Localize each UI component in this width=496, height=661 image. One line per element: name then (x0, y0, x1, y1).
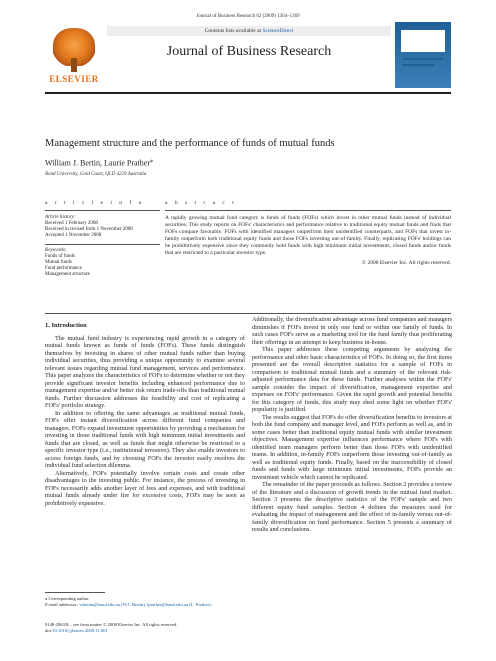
corresponding-author-mark[interactable]: ⁎ (149, 157, 154, 164)
masthead (45, 22, 451, 88)
doi-prefix: doi: (45, 627, 53, 633)
abstract-heading: a b s t r a c t (165, 200, 237, 206)
abstract-copyright: © 2008 Elsevier Inc. All rights reserved. (361, 259, 451, 266)
abstract (165, 200, 451, 266)
journal-cover-thumbnail[interactable] (395, 22, 451, 88)
paragraph: Alternatively, FOFs potentially involve certain costs and create other disadvantages to the investing public. For instance, the process of investing in FOFs necessarily adds another layer of fees and expenses, and with traditional mutual funds already under fire for excessive costs, FOFs may be seen as prohibitively expensive. (45, 469, 245, 507)
sciencedirect-link[interactable]: ScienceDirect (262, 28, 294, 34)
doi-link[interactable]: 10.1016/j.jbusres.2008.11.001 (52, 627, 108, 633)
journal-banner (107, 22, 391, 88)
paragraph: Additionally, the diversification advantage across fund companies and managers diminishes if FOFs invest in only one fund or within one family of funds. In such cases FOFs serve as a marketing tool for the fund family thus proliferating their offerings in an attempt to keep business in-house. (252, 316, 452, 346)
divider (165, 210, 451, 211)
paragraph: The mutual fund industry is experiencing rapid growth in a category of mutual funds known as funds of funds (FOFs). These funds distinguish themselves by investing in shares of other mutual funds rather than buying individual securities, thus providing a unique opportunity to examine several relevant issues regarding mutual fund management, services and performance. This paper analyzes the characteristics of FOFs to determine whether or not they provide significant investor benefits including enhanced performance due to management expertise and/or better risk return trade-offs than traditional mutual funds. Further discussion addresses the feasibility and cost of replicating a FOFs' portfolio strategy. (45, 334, 245, 409)
paragraph: The results suggest that FOFs do offer diversification benefits to investors at both the fund company and manager level, and FOFs perform as well as, and in some cases better than traditional equity mutual funds with similar investment objectives. Management expertise influences performance where FOFs with identified team managers perform better than those FOFs with unidentified teams. In addition, in-family FOFs outperform those investing out-of-family as well as traditional equity funds. Finally, based on the inaccessibility of closed funds and funds with large minimum initial investments, FOFs provide an investment vehicle which cannot be replicated. (252, 413, 452, 481)
keyword: Management structure (45, 272, 90, 277)
abstract-text: A rapidly growing mutual fund category is funds of funds (FOFs) which invest in other mutual funds instead of individual securities. This study reports on FOFs' characteristics and performance relative to traditional equity mutual funds and finds that FOFs compare favorably. FOFs with identified managers outperform their unidentified counterparts, and FOFs that invest in-family outperform both traditional equity funds and those FOFs investing out-of-family. Finally, replicating FOFs' holdings can be prohibitively expensive since they commonly hold funds with high minimum initial investments, closed funds and/or funds that are restricted to a particular investor type. (165, 214, 451, 256)
masthead-rule (45, 92, 451, 94)
journal-reference: Journal of Business Research 62 (2009) 1364–1369 (196, 14, 300, 19)
footnote-rule (45, 592, 105, 593)
affiliation: Bond University, Gold Coast, QLD 4229 Australia (45, 172, 147, 177)
authors (45, 156, 153, 168)
body-right-column (252, 316, 452, 534)
author-names: William J. Bertin, Laurie Prather (45, 158, 150, 168)
contents-prefix: Contents lists available at (204, 28, 262, 34)
divider (45, 244, 160, 245)
publisher-name: ELSEVIER (49, 74, 99, 84)
keywords-label: Keywords: (45, 248, 67, 253)
history-item: Accepted 1 November 2008 (45, 232, 102, 238)
section-divider (45, 313, 451, 314)
paragraph: This paper addresses these competing arguments by analyzing the performance and other basic characteristics of FOFs. In doing so, the first items presented are the overall descriptive statistics for a sample of FOFs in comparison to traditional mutual funds and a summary of the relevant risk-adjusted performance data for these funds. Further analyses within the FOFs' sample consider the impact of diversification, management expertise and expenses on FOFs' performance. Given the rapid growth and potential benefits for this category of funds, this study may shed some light on whether FOFs' popularity is justified. (252, 346, 452, 413)
footnote (45, 596, 251, 607)
tree-trunk (71, 58, 77, 72)
page-footer (45, 622, 305, 633)
issn-line: 0148-2963/$ – see front matter © 2008 Elsevier Inc. All rights reserved. (45, 622, 178, 627)
footnote-label: Corresponding author. (48, 596, 90, 601)
body-left-column (45, 322, 245, 507)
keyword: Funds of funds (45, 254, 76, 259)
divider (45, 210, 160, 211)
keyword: Fund performance (45, 266, 82, 271)
elsevier-logo[interactable] (45, 22, 103, 88)
paragraph: The remainder of the paper proceeds as follows. Section 2 provides a review of the literature and a discussion of growth trends in the mutual fund market. Section 3 presents the descriptive statistics of the FOFs' sample and two different equity fund samples. Section 4 defines the measures used for evaluating the impact of management and the effect of in-family versus out-of-family diversification on fund performance. Section 5 presents a summary of results and conclusions. (252, 481, 452, 533)
footnote-mark: ⁎ (45, 596, 48, 601)
history-item: Received in revised form 1 November 2008 (45, 226, 133, 232)
contents-bar (107, 26, 391, 36)
journal-title[interactable]: Journal of Business Research (166, 44, 332, 59)
history-item: Received 1 February 2008 (45, 220, 98, 226)
cover-line (403, 64, 435, 66)
email-label: E-mail addresses: (45, 601, 79, 607)
section-title: 1. Introduction (45, 322, 87, 329)
keyword: Mutual funds (45, 260, 72, 265)
article-info-heading: a r t i c l e i n f o (45, 200, 145, 206)
history-label: Article history: (45, 214, 76, 220)
cover-label (401, 30, 445, 52)
email-addresses[interactable]: wbertin@bond.edu.au (W.J. Bertin), lprather@bond.edu.au (L. Prather). (79, 601, 212, 607)
article-info (45, 200, 160, 278)
article-title: Management structure and the performance of funds of mutual funds (45, 138, 335, 149)
paragraph: In addition to offering the same advantages as traditional mutual funds, FOFs offer instant diversification across different fund companies and managers. FOFs expand investment opportunities by providing a mechanism for investing in those traditional funds with high minimum initial investments and funds that are closed, as well as funds that might otherwise be restricted to a specific investor type (i.e., institutional investors). They also enable investors to access foreign funds, and by choosing FOFs the investor easily resolves the individual fund selection dilemma. (45, 409, 245, 469)
cover-line (403, 58, 443, 60)
